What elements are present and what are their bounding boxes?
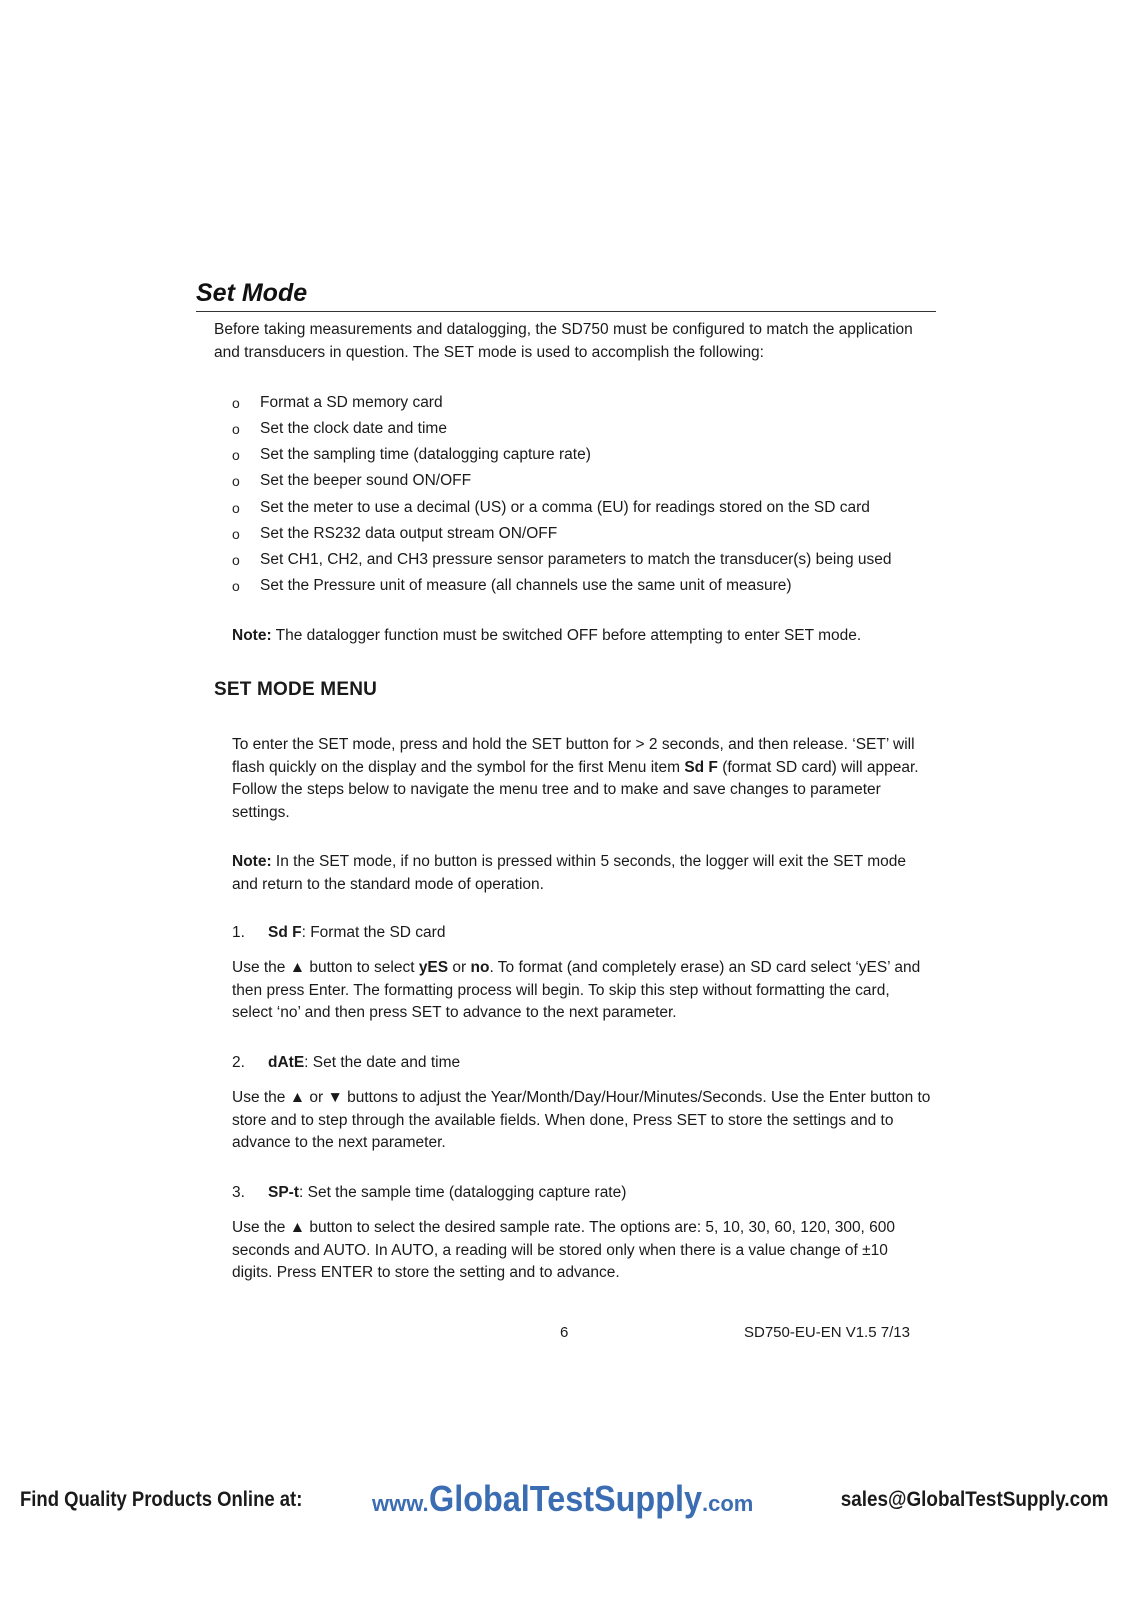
option-no: no — [470, 959, 490, 976]
url-brand: GlobalTestSupply — [428, 1478, 702, 1519]
bullet-marker: o — [232, 551, 240, 568]
bullet-marker: o — [232, 394, 240, 411]
list-item-text: Set the sampling time (datalogging capture rate) — [260, 446, 591, 464]
note-label: Note: — [232, 853, 272, 870]
list-item — [232, 573, 952, 599]
bullet-marker: o — [232, 447, 240, 464]
step-3-heading — [232, 1182, 932, 1205]
list-item — [232, 390, 952, 416]
email-link[interactable]: sales@GlobalTestSupply.com — [840, 1488, 1108, 1511]
desc-text: . To format (and completely erase) an SD card select ‘yES’ and then press Enter. The formatting process will begin. To skip this step without formatting the card, select ‘no’ and then press SET to advance to the next parameter. — [232, 959, 921, 1021]
list-item — [232, 547, 952, 573]
step-2-description: Use the ▲ or ▼ buttons to adjust the Year/Month/Day/Hour/Minutes/Seconds. Use the Enter button to store and to step through the available fields. When done, Press SET to store the settings and to advance to the next parameter. — [232, 1089, 931, 1151]
footer-banner — [0, 1478, 1128, 1528]
step-title: : Set the date and time — [304, 1054, 461, 1071]
bullet-marker: o — [232, 499, 240, 516]
list-item — [232, 469, 952, 495]
page-number: 6 — [560, 1324, 569, 1341]
menu-item-code: Sd F — [684, 758, 718, 776]
option-yes: yES — [418, 959, 449, 976]
enter-text-end: (format SD card) will appear. Follow the steps below to navigate the menu tree and to make and save changes to parameter settings. — [232, 758, 919, 821]
step-1-description — [232, 957, 932, 1025]
step-code: Sd F — [268, 924, 302, 941]
list-item — [232, 495, 952, 521]
enter-text-start: To enter the SET mode, press and hold the SET button for > 2 seconds, and then release. ‘SET’ will flash quickly on the display and the symbol for the first Menu item — [232, 736, 915, 776]
feature-list — [232, 390, 952, 600]
list-item-text: Set CH1, CH2, and CH3 pressure sensor parameters to match the transducer(s) being used — [260, 550, 892, 568]
section-title: Set Mode — [196, 277, 936, 312]
list-item-text: Set the RS232 data output stream ON/OFF — [260, 524, 558, 542]
document-version: SD750-EU-EN V1.5 7/13 — [744, 1324, 910, 1341]
desc-text: Use the ▲ button to select — [232, 959, 419, 976]
step-number: 2. — [232, 1054, 245, 1071]
step-title: : Set the sample time (datalogging capture rate) — [299, 1184, 627, 1201]
bullet-marker: o — [232, 473, 240, 490]
url-prefix: www. — [372, 1491, 429, 1516]
bullet-marker: o — [232, 578, 240, 595]
website-link[interactable] — [372, 1478, 753, 1520]
step-1-heading — [232, 922, 932, 945]
step-3-description: Use the ▲ button to select the desired sample rate. The options are: 5, 10, 30, 60, 120, 300, 600 seconds and AUTO. In AUTO, a reading will be stored only when there is a value change of ±10 digits. Press ENTER to store the setting and to advance. — [232, 1219, 896, 1281]
step-code: SP-t — [268, 1184, 299, 1201]
step-title: : Format the SD card — [301, 924, 446, 941]
note-label: Note: — [232, 627, 272, 644]
note-text: The datalogger function must be switched OFF before attempting to enter SET mode. — [271, 627, 862, 644]
note-datalogger — [232, 625, 932, 648]
step-code: dAtE — [268, 1054, 305, 1071]
list-item-text: Set the clock date and time — [260, 420, 447, 438]
step-number: 3. — [232, 1184, 245, 1201]
note-timeout — [232, 851, 932, 896]
step-number: 1. — [232, 924, 245, 941]
desc-text: or — [448, 959, 471, 976]
intro-paragraph: Before taking measurements and datalogging, the SD750 must be configured to match the application and transducers in question. The SET mode is used to accomplish the following: — [214, 321, 913, 361]
enter-set-mode-paragraph — [232, 734, 932, 824]
list-item-text: Set the beeper sound ON/OFF — [260, 472, 472, 490]
list-item — [232, 521, 952, 547]
banner-tagline: Find Quality Products Online at: — [20, 1488, 303, 1511]
list-item-text: Format a SD memory card — [260, 393, 443, 411]
note-text: In the SET mode, if no button is pressed within 5 seconds, the logger will exit the SET mode and return to the standard mode of operation. — [232, 853, 907, 893]
menu-heading: SET MODE MENU — [214, 679, 378, 700]
bullet-marker: o — [232, 525, 240, 542]
list-item — [232, 416, 952, 442]
step-2-heading — [232, 1052, 932, 1075]
list-item — [232, 442, 952, 468]
url-suffix: .com — [702, 1491, 754, 1516]
list-item-text: Set the Pressure unit of measure (all channels use the same unit of measure) — [260, 577, 792, 595]
bullet-marker: o — [232, 421, 240, 438]
list-item-text: Set the meter to use a decimal (US) or a comma (EU) for readings stored on the SD card — [260, 498, 870, 516]
